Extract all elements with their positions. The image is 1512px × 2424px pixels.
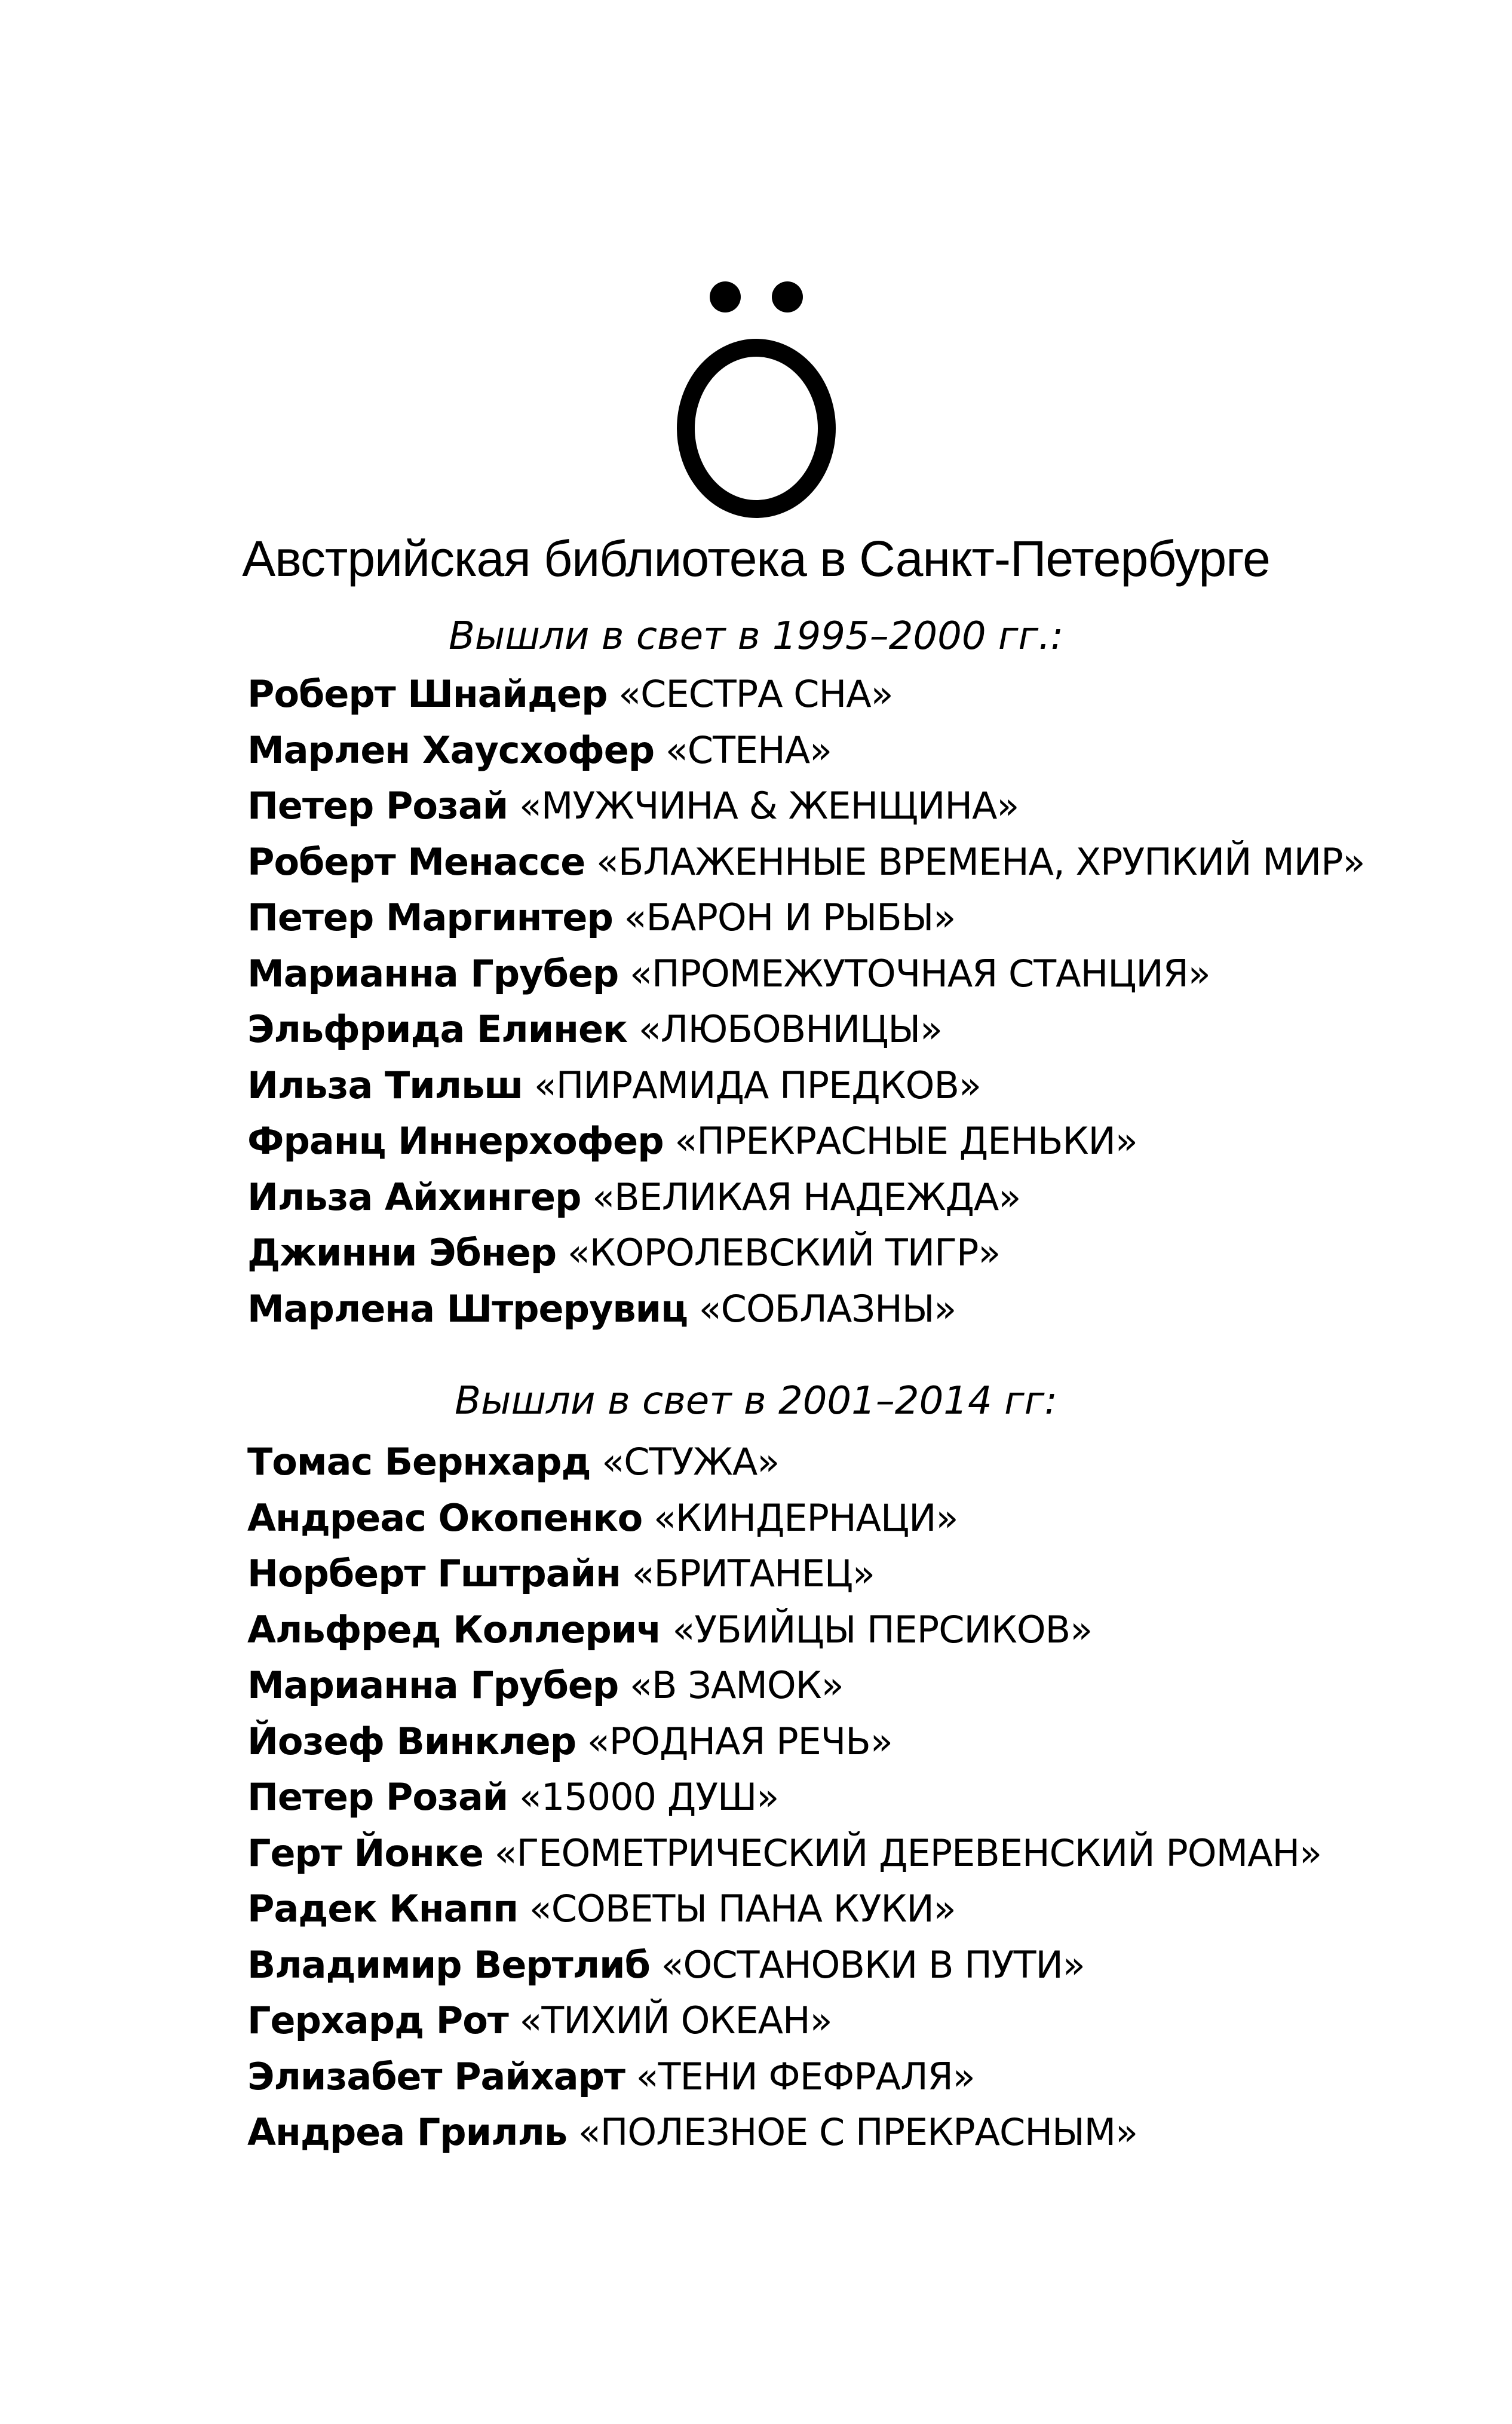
book-title: «ВЕЛИКАЯ НАДЕЖДА» xyxy=(592,1175,1021,1219)
list-item xyxy=(247,1937,1321,1993)
book-title: «15000 ДУШ» xyxy=(519,1775,779,1819)
author-name: Элизабет Райхарт xyxy=(247,2054,625,2098)
book-list-2001-2014 xyxy=(247,1434,1321,2161)
list-item xyxy=(247,834,1364,890)
book-title: «В ЗАМОК» xyxy=(630,1663,844,1707)
list-item xyxy=(247,1169,1364,1225)
list-item xyxy=(247,1825,1321,1881)
list-item xyxy=(247,890,1364,946)
list-item xyxy=(247,1434,1321,1490)
list-item xyxy=(247,2104,1321,2161)
o-umlaut-logo xyxy=(0,272,1512,523)
list-item xyxy=(247,666,1364,722)
author-name: Марлена Штрерувиц xyxy=(247,1286,688,1331)
author-name: Петер Розай xyxy=(247,1775,508,1819)
list-item xyxy=(247,1546,1321,1602)
list-item xyxy=(247,1769,1321,1825)
list-item xyxy=(247,1001,1364,1058)
author-name: Альфред Коллерич xyxy=(247,1607,661,1651)
list-item xyxy=(247,1881,1321,1937)
author-name: Герт Йонке xyxy=(247,1831,483,1875)
book-title: «ОСТАНОВКИ В ПУТИ» xyxy=(661,1942,1085,1987)
author-name: Марианна Грубер xyxy=(247,1663,619,1707)
list-item xyxy=(247,1058,1364,1114)
book-title: «БЛАЖЕННЫЕ ВРЕМЕНА, ХРУПКИЙ МИР» xyxy=(596,839,1365,884)
book-title: «ТИХИЙ ОКЕАН» xyxy=(519,1999,832,2042)
book-title: «ПРОМЕЖУТОЧНАЯ СТАНЦИЯ» xyxy=(630,951,1210,995)
author-name: Петер Розай xyxy=(247,784,508,828)
list-item xyxy=(247,946,1364,1002)
book-title: «СТЕНА» xyxy=(665,728,832,772)
book-title: «СЕСТРА СНА» xyxy=(618,672,893,716)
book-title: «СОБЛАЗНЫ» xyxy=(698,1286,956,1331)
author-name: Томас Бернхард xyxy=(247,1440,591,1484)
author-name: Йозеф Винклер xyxy=(247,1719,576,1763)
book-title: «УБИЙЦЫ ПЕРСИКОВ» xyxy=(672,1607,1093,1651)
list-item xyxy=(247,722,1364,779)
book-title: «СОВЕТЫ ПАНА КУКИ» xyxy=(529,1887,956,1930)
author-name: Роберт Шнайдер xyxy=(247,672,608,716)
author-name: Андреа Грилль xyxy=(247,2110,568,2154)
author-name: Марианна Грубер xyxy=(247,951,619,995)
list-item xyxy=(247,1657,1321,1714)
book-title: «КОРОЛЕВСКИЙ ТИГР» xyxy=(567,1231,1001,1274)
author-name: Джинни Эбнер xyxy=(247,1231,557,1274)
author-name: Роберт Менассе xyxy=(247,839,585,884)
book-title: «ТЕНИ ФЕФРАЛЯ» xyxy=(636,2054,975,2098)
book-title: «КИНДЕРНАЦИ» xyxy=(654,1496,958,1540)
author-name: Эльфрида Елинек xyxy=(247,1007,628,1051)
list-item xyxy=(247,1490,1321,1546)
author-name: Ильза Айхингер xyxy=(247,1175,581,1219)
author-name: Ильза Тильш xyxy=(247,1063,523,1107)
list-item xyxy=(247,1602,1321,1658)
author-name: Франц Иннерхофер xyxy=(247,1119,664,1163)
list-item xyxy=(247,1281,1364,1337)
author-name: Герхард Рот xyxy=(247,1999,508,2042)
author-name: Норберт Гштрайн xyxy=(247,1552,621,1595)
book-title: «МУЖЧИНА & ЖЕНЩИНА» xyxy=(519,784,1019,828)
series-title: Австрийская библиотека в Санкт-Петербурге xyxy=(242,531,1270,587)
book-title: «ПОЛЕЗНОЕ С ПРЕКРАСНЫМ» xyxy=(578,2110,1138,2154)
list-item xyxy=(247,1714,1321,1770)
book-title: «ЛЮБОВНИЦЫ» xyxy=(638,1007,942,1051)
section-heading-1995-2000: Вышли в свет в 1995–2000 гг.: xyxy=(448,614,1064,658)
section-heading-2001-2014: Вышли в свет в 2001–2014 гг: xyxy=(455,1379,1057,1423)
book-title: «СТУЖА» xyxy=(602,1440,780,1484)
list-item xyxy=(247,2049,1321,2105)
author-name: Петер Маргинтер xyxy=(247,896,613,939)
book-title: «РОДНАЯ РЕЧЬ» xyxy=(587,1719,893,1763)
list-item xyxy=(247,1993,1321,2049)
author-name: Радек Кнапп xyxy=(247,1887,519,1930)
book-list-1995-2000 xyxy=(247,666,1364,1337)
book-title: «ПРЕКРАСНЫЕ ДЕНЬКИ» xyxy=(674,1119,1137,1163)
list-item xyxy=(247,778,1364,834)
book-title: «БРИТАНЕЦ» xyxy=(631,1552,875,1595)
book-title: «ПИРАМИДА ПРЕДКОВ» xyxy=(533,1063,981,1107)
o-umlaut-icon xyxy=(667,272,846,523)
book-title: «БАРОН И РЫБЫ» xyxy=(624,896,956,939)
author-name: Андреас Окопенко xyxy=(247,1496,643,1540)
list-item xyxy=(247,1225,1364,1281)
book-title: «ГЕОМЕТРИЧЕСКИЙ ДЕРЕВЕНСКИЙ РОМАН» xyxy=(494,1831,1322,1875)
list-item xyxy=(247,1113,1364,1169)
author-name: Марлен Хаусхофер xyxy=(247,728,655,772)
author-name: Владимир Вертлиб xyxy=(247,1942,650,1987)
